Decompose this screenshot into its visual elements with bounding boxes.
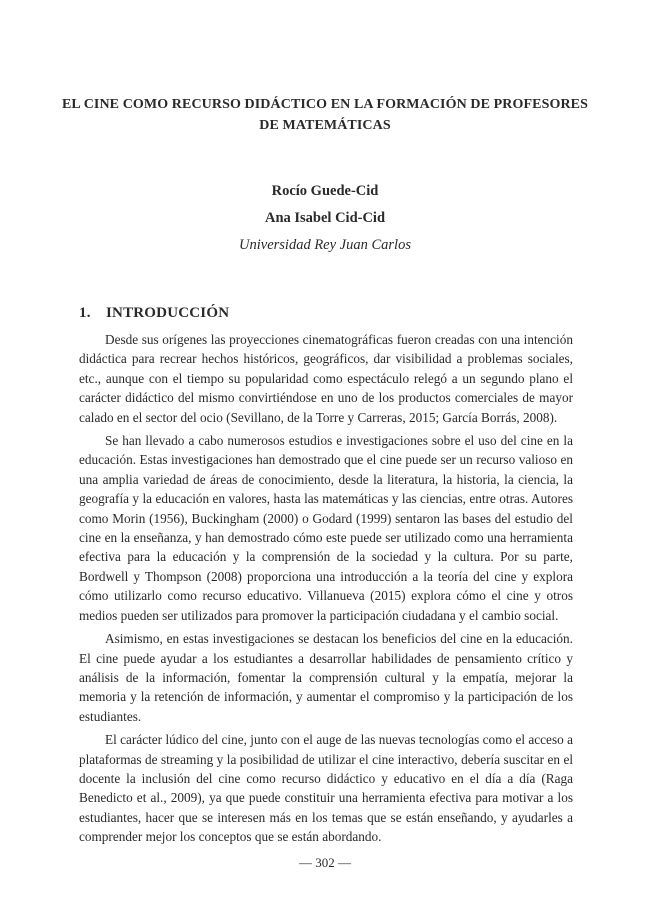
body-text xyxy=(79,330,573,851)
section-title: INTRODUCCIÓN xyxy=(106,305,230,321)
author-affiliation: Universidad Rey Juan Carlos xyxy=(239,237,411,253)
page-number: — 302 — xyxy=(299,855,351,870)
paragraph-3: Asimismo, en estas investigaciones se destacan los beneficios del cine en la educación. El cine puede ayudar a los estudiantes a desarrollar habilidades de pensamiento crítico y análisis de la información, fomentar la comprensión cultural y la empatía, mejorar la memoria y la retención de información, y aumentar el compromiso y la participación de los estudiantes. xyxy=(79,631,573,724)
section-number: 1. xyxy=(79,305,91,321)
section-heading xyxy=(79,305,229,322)
paragraph-1: Desde sus orígenes las proyecciones cinematográficas fueron creadas con una intención didáctica para recrear hechos históricos, geográficos, dar visibilidad a problemas sociales, etc., aunque con el tiempo su popularidad como espectáculo relegó a un segundo plano el carácter didáctico del mismo convirtiéndose en uno de los productos comerciales de mayor calado en el sector del ocio (Sevillano, de la Torre y Carreras, 2015; García Borrás, 2008). xyxy=(79,332,573,425)
author-2: Ana Isabel Cid-Cid xyxy=(264,210,386,226)
paragraph-4: El carácter lúdico del cine, junto con el auge de las nuevas tecnologías como el acceso a plataformas de streaming y la posibilidad de utilizar el cine interactivo, debería suscitar en el docente la inclusión del cine como recurso didáctico y educativo en el día a día (Raga Benedicto et al., 2009), ya que puede constituir una herramienta efectiva para motivar a los estudiantes, hacer que se interesen más en los temas que se están enseñando, y ayudarles a comprender mejor los conceptos que se están abordando. xyxy=(79,732,573,845)
paragraph-2: Se han llevado a cabo numerosos estudios e investigaciones sobre el uso del cine en la educación. Estas investigaciones han demostrado que el cine puede ser un recurso valioso en una amplia variedad de áreas de conocimiento, desde la literatura, la historia, la ciencia, la geografía y la educación en valores, hasta las matemáticas y las ciencias, entre otras. Autores como Morin (1956), Buckingham (2000) o Godard (1999) sentaron las bases del estudio del cine en la enseñanza, y han demostrado cómo este puede ser utilizado como una herramienta efectiva para la educación y la comprensión de la sociedad y la cultura. Por su parte, Bordwell y Thompson (2008) proporciona una introducción a la teoría del cine y explora cómo utilizarlo como recurso educativo. Villanueva (2015) explora cómo el cine y otros medios pueden ser utilizados para promover la participación ciudadana y el cambio social. xyxy=(79,433,573,623)
author-1: Rocío Guede-Cid xyxy=(271,183,379,199)
paper-title: EL CINE COMO RECURSO DIDÁCTICO EN LA FORMACIÓN DE PROFESORES DE MATEMÁTICAS xyxy=(61,97,588,133)
